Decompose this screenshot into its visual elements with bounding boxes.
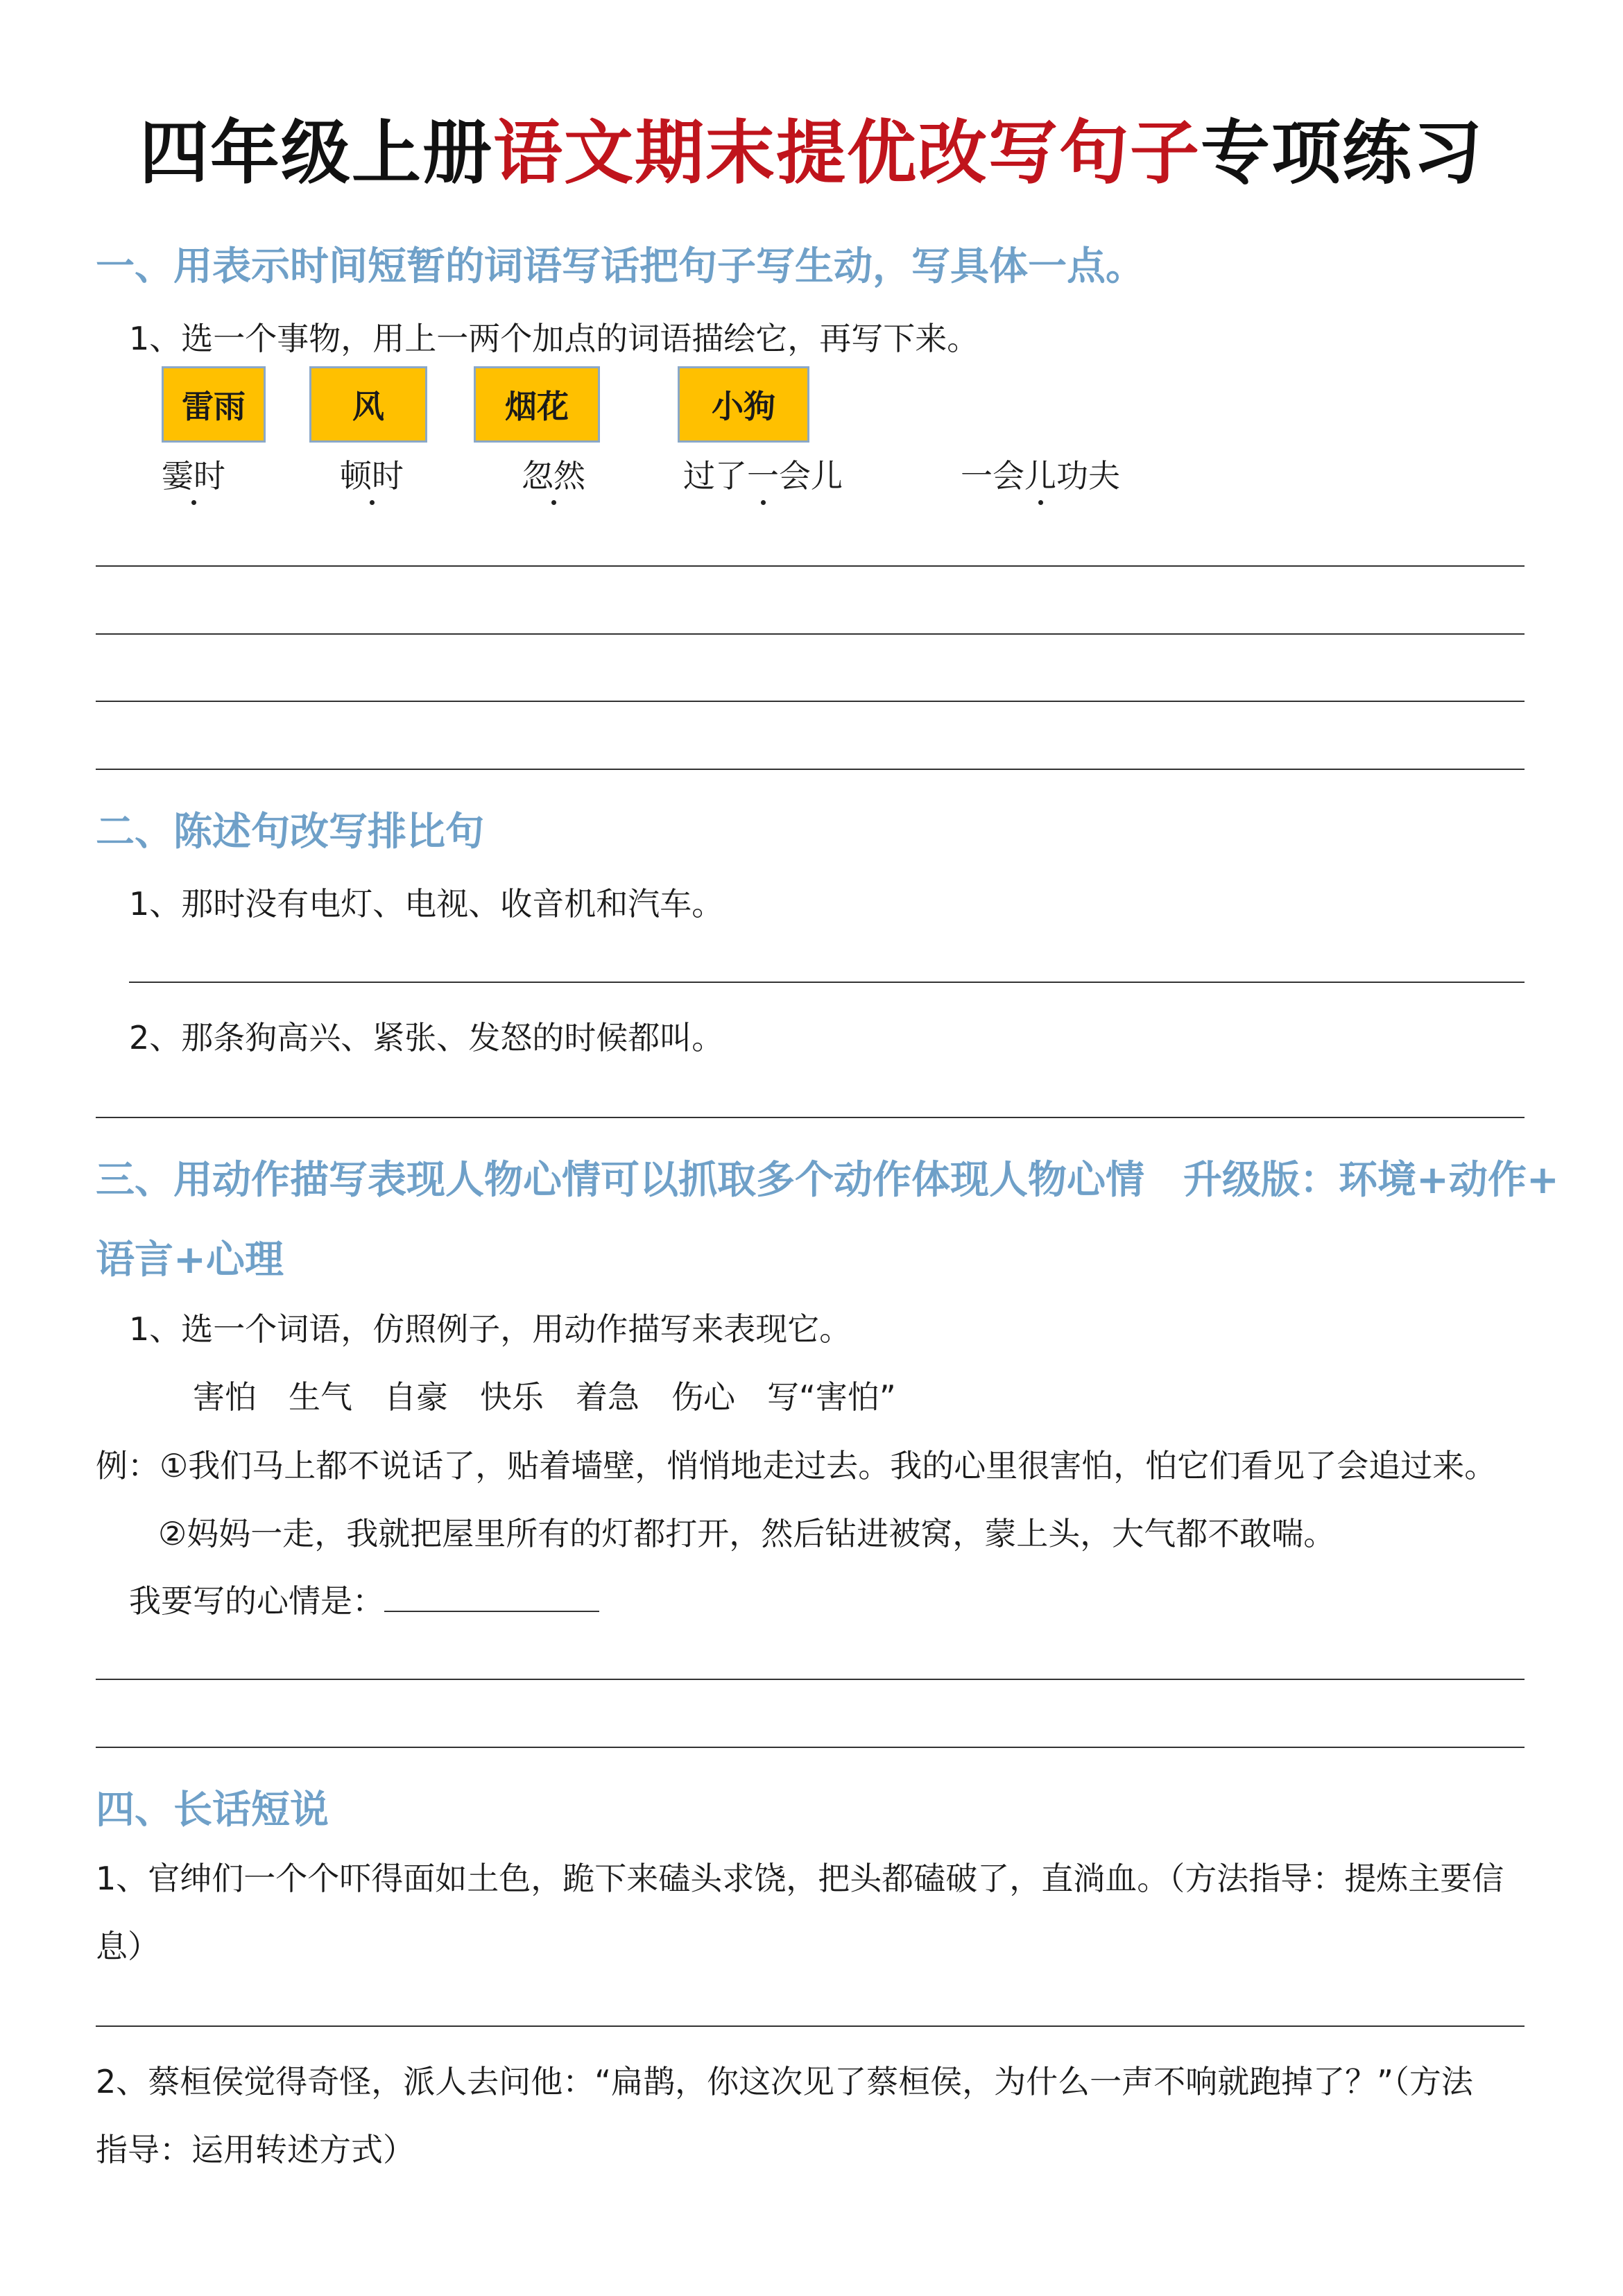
- dotted-word-huran: 忽然: [522, 451, 585, 497]
- word-box-leiyu: 雷雨: [162, 366, 266, 443]
- page-title: [0, 97, 1623, 197]
- title-part3: 专项练习: [1201, 112, 1484, 194]
- answer-line[interactable]: [96, 1747, 1525, 1748]
- section4-question1-line2: 息）: [96, 1928, 160, 1965]
- answer-line[interactable]: [96, 769, 1525, 770]
- section3-heading-line1: 三、用动作描写表现人物心情可以抓取多个动作体现人物心情 升级版：环境+动作+: [96, 1158, 1559, 1203]
- title-part2: 语文期末提优改写句子: [493, 112, 1201, 194]
- section1-heading: 一、用表示时间短暂的词语写话把句子写生动，写具体一点。: [96, 244, 1144, 289]
- dotted-word-yihuiergongfu: 一会儿功夫: [961, 451, 1120, 497]
- answer-line[interactable]: [96, 2025, 1525, 2027]
- dotted-word-dunshi: 顿时: [340, 451, 404, 497]
- section1-question1: 1、选一个事物，用上一两个加点的词语描绘它，再写下来。: [129, 320, 979, 357]
- mood-label: 我要写的心情是：: [129, 1582, 384, 1620]
- word-box-xiaogou: 小狗: [678, 366, 809, 443]
- section2-question2: 2、那条狗高兴、紧张、发怒的时候都叫。: [129, 1019, 724, 1056]
- answer-line[interactable]: [96, 1117, 1525, 1118]
- section2-heading: 二、陈述句改写排比句: [96, 809, 484, 855]
- section3-question1: 1、选一个词语，仿照例子，用动作描写来表现它。: [129, 1310, 852, 1348]
- section4-heading: 四、长话短说: [96, 1788, 329, 1833]
- answer-line[interactable]: [96, 633, 1525, 635]
- mood-options: 害怕 生气 自豪 快乐 着急 伤心 写“害怕”: [193, 1378, 896, 1416]
- answer-line[interactable]: [96, 565, 1525, 567]
- word-box-yanhua: 烟花: [474, 366, 600, 443]
- word-box-feng: 风: [309, 366, 427, 443]
- example-sentence-2: ②妈妈一走，我就把屋里所有的灯都打开，然后钻进被窝，蒙上头，大气都不敢喘。: [158, 1515, 1336, 1552]
- section4-question2-line1: 2、蔡桓侯觉得奇怪，派人去问他：“扁鹊，你这次见了蔡桓侯，为什么一声不响就跑掉了？”（方法: [96, 2063, 1473, 2100]
- mood-prompt: [129, 1576, 599, 1622]
- section4-question2-line2: 指导：运用转述方式）: [96, 2131, 415, 2168]
- example-sentence-1: 例：①我们马上都不说话了，贴着墙壁，悄悄地走过去。我的心里很害怕，怕它们看见了会追过来。: [96, 1447, 1497, 1484]
- dotted-word-shashi: 霎时: [162, 451, 225, 497]
- section3-heading-line2: 语言+心理: [96, 1237, 284, 1283]
- dotted-word-guoleyihuier: 过了一会儿: [683, 451, 843, 497]
- section4-question1-line1: 1、官绅们一个个吓得面如土色，跪下来磕头求饶，把头都磕破了，直淌血。（方法指导：提炼主要信: [96, 1860, 1504, 1897]
- title-part1: 四年级上册: [139, 112, 493, 194]
- section2-question1: 1、那时没有电灯、电视、收音机和汽车。: [129, 885, 724, 923]
- answer-line[interactable]: [96, 701, 1525, 702]
- mood-blank[interactable]: [384, 1579, 599, 1612]
- answer-line[interactable]: [96, 1679, 1525, 1680]
- answer-line[interactable]: [129, 982, 1525, 983]
